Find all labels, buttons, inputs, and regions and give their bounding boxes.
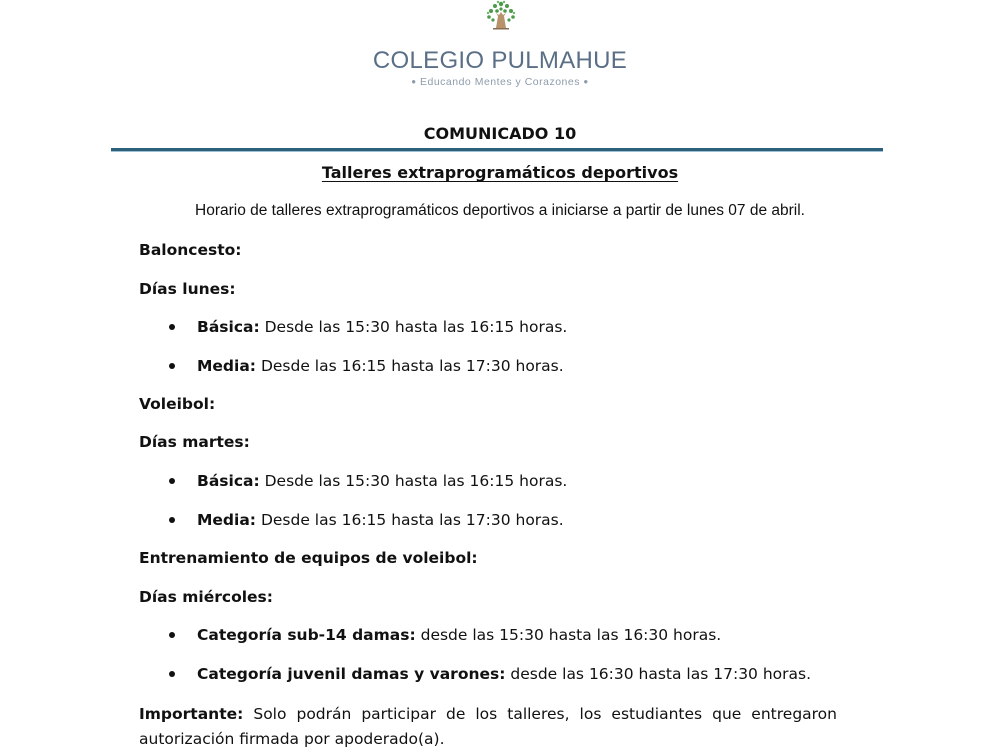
list-item: Básica: Desde las 15:30 hasta las 16:15 horas. — [169, 472, 567, 490]
school-name: COLEGIO PULMAHUE — [372, 47, 628, 74]
bullet-icon — [169, 517, 175, 523]
tree-icon — [484, 0, 518, 32]
days-heading-miercoles: Días miércoles: — [139, 588, 273, 606]
list-item: Categoría juvenil damas y varones: desde las 16:30 hasta las 17:30 horas. — [169, 665, 811, 683]
school-logo — [0, 0, 1000, 100]
list-item: Media: Desde las 16:15 hasta las 17:30 horas. — [169, 511, 564, 529]
days-heading-lunes: Días lunes: — [139, 280, 236, 298]
sport-heading-entrenamiento: Entrenamiento de equipos de voleibol: — [139, 549, 478, 567]
sport-heading-baloncesto: Baloncesto: — [139, 241, 242, 259]
bullet-icon — [169, 632, 175, 638]
document-subtitle: Talleres extraprogramáticos deportivos — [321, 163, 679, 182]
bullet-icon — [169, 478, 175, 484]
document-title: COMUNICADO 10 — [423, 124, 577, 143]
bullet-icon — [169, 671, 175, 677]
bullet-dot-icon: ● — [583, 77, 589, 86]
list-item: Categoría sub-14 damas: desde las 15:30 hasta las 16:30 horas. — [169, 626, 721, 644]
days-heading-martes: Días martes: — [139, 433, 250, 451]
bullet-dot-icon: ● — [411, 77, 417, 86]
bullet-icon — [169, 363, 175, 369]
title-divider — [111, 148, 883, 152]
school-motto: ● Educando Mentes y Corazones ● — [411, 76, 589, 88]
list-item: Básica: Desde las 15:30 hasta las 16:15 horas. — [169, 318, 567, 336]
important-note: Importante: Solo podrán participar de los talleres, los estudiantes que entregaron autorización firmada por apoderado(a). — [139, 705, 837, 748]
intro-paragraph: Horario de talleres extraprogramáticos deportivos a iniciarse a partir de lunes 07 de abril. — [195, 202, 805, 219]
sport-heading-voleibol: Voleibol: — [139, 395, 216, 413]
bullet-icon — [169, 324, 175, 330]
list-item: Media: Desde las 16:15 hasta las 17:30 horas. — [169, 357, 564, 375]
